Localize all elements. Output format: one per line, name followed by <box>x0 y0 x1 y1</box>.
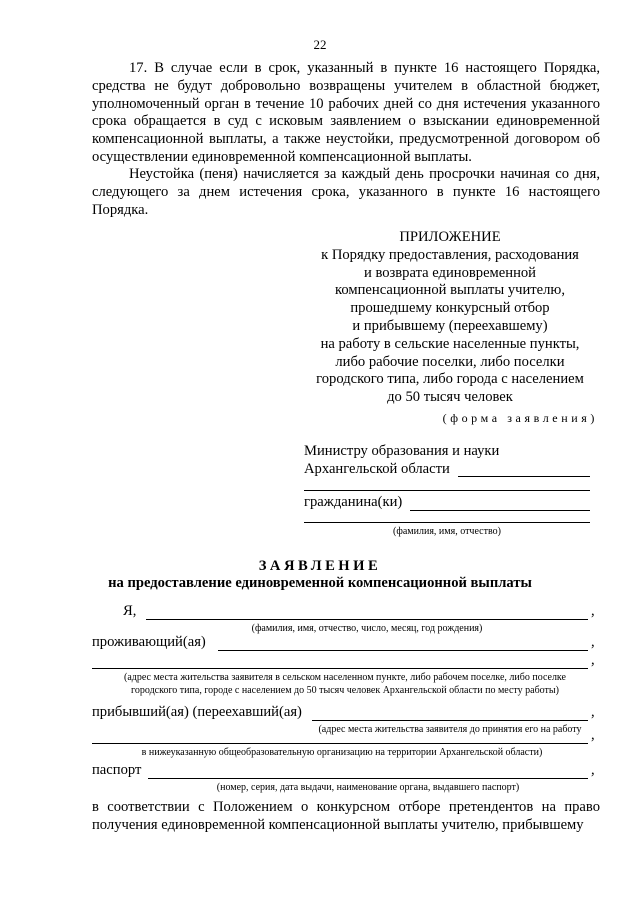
passport-label: паспорт <box>92 762 142 778</box>
comma: , <box>591 727 595 743</box>
appendix-line: прошедшему конкурсный отбор <box>350 300 550 317</box>
comma: , <box>591 634 595 650</box>
page-number: 22 <box>313 37 327 52</box>
residing-field-line-2[interactable] <box>92 668 588 669</box>
arrived-label: прибывший(ая) (переехавший(ая) <box>92 704 302 720</box>
appendix-line: на работу в сельские населенные пункты, <box>320 335 580 352</box>
addressee-underline <box>458 476 590 477</box>
comma: , <box>591 762 595 778</box>
form-label: (форма заявления) <box>442 411 598 425</box>
closing-text: в соответствии с Положением о конкурсном отборе претендентов на право получения единовременной компенсационной выплаты учителю, прибывшему <box>92 799 600 833</box>
addressee-line-2: Архангельской области <box>304 461 450 477</box>
comma: , <box>591 603 595 619</box>
residing-label: проживающий(ая) <box>92 634 206 650</box>
passport-caption: (номер, серия, дата выдачи, наименование органа, выдавшего паспорт) <box>216 782 520 793</box>
appendix-line: до 50 тысяч человек <box>387 389 513 406</box>
fullname-field[interactable] <box>146 619 588 620</box>
addressee-blank-line <box>304 490 590 491</box>
arrived-field[interactable] <box>312 720 588 721</box>
arrived-caption-2: в нижеуказанную общеобразовательную организацию на территории Архангельской области) <box>141 747 543 758</box>
appendix-block <box>300 229 600 407</box>
statement-subtitle: на предоставление единовременной компенсационной выплаты <box>108 575 532 591</box>
arrived-field-line-2[interactable] <box>92 743 588 744</box>
paragraph-penalty: Неустойка (пеня) начисляется за каждый день просрочки начиная со дня, следующего за днем истечения срока, указанного в пункте 16 настоящего Порядка. <box>92 166 600 218</box>
arrived-caption-1: (адрес места жительства заявителя до принятия его на работу <box>318 724 582 735</box>
appendix-line: и возврата единовременной <box>363 264 536 281</box>
passport-field[interactable] <box>148 778 588 779</box>
appendix-line: к Порядку предоставления, расходования <box>321 246 579 263</box>
addressee-line-1: Министру образования и науки <box>304 443 500 459</box>
comma: , <box>591 704 595 720</box>
residing-field[interactable] <box>218 650 588 651</box>
citizen-blank-line <box>304 522 590 523</box>
appendix-line: городского типа, либо города с населением <box>316 371 584 388</box>
appendix-heading: ПРИЛОЖЕНИЕ <box>399 229 501 245</box>
citizen-caption: (фамилия, имя, отчество) <box>393 526 501 537</box>
i-label: Я, <box>123 603 137 619</box>
appendix-line: и прибывшему (переехавшему) <box>352 317 548 334</box>
appendix-line: компенсационной выплаты учителю, <box>335 282 565 299</box>
fullname-caption: (фамилия, имя, отчество, число, месяц, год рождения) <box>251 623 483 634</box>
appendix-line: либо рабочие поселки, либо поселки <box>335 353 565 370</box>
statement-title: ЗАЯВЛЕНИЕ <box>258 558 382 574</box>
citizen-label: гражданина(ки) <box>304 494 403 510</box>
comma: , <box>591 652 595 668</box>
citizen-field[interactable] <box>410 510 590 511</box>
paragraph-17: 17. В случае если в срок, указанный в пункте 16 настоящего Порядка, средства не будут добровольно возвращены учителем в областной бюджет, уполномоченный орган в течение 10 рабочих дней со дня истечения указанного срока обращается в суд с исковым заявлением о взыскании единовременной компенсационной выплаты, а также неустойки, предусмотренной договором об осуществлении единовременной компенсационной выплаты. <box>92 60 600 165</box>
residing-caption: (адрес места жительства заявителя в сельском населенном пункте, либо рабочем поселке, либо поселке городского типа, городе с населением до 50 тысяч человек Архангельской области по месту работы) <box>124 672 566 696</box>
